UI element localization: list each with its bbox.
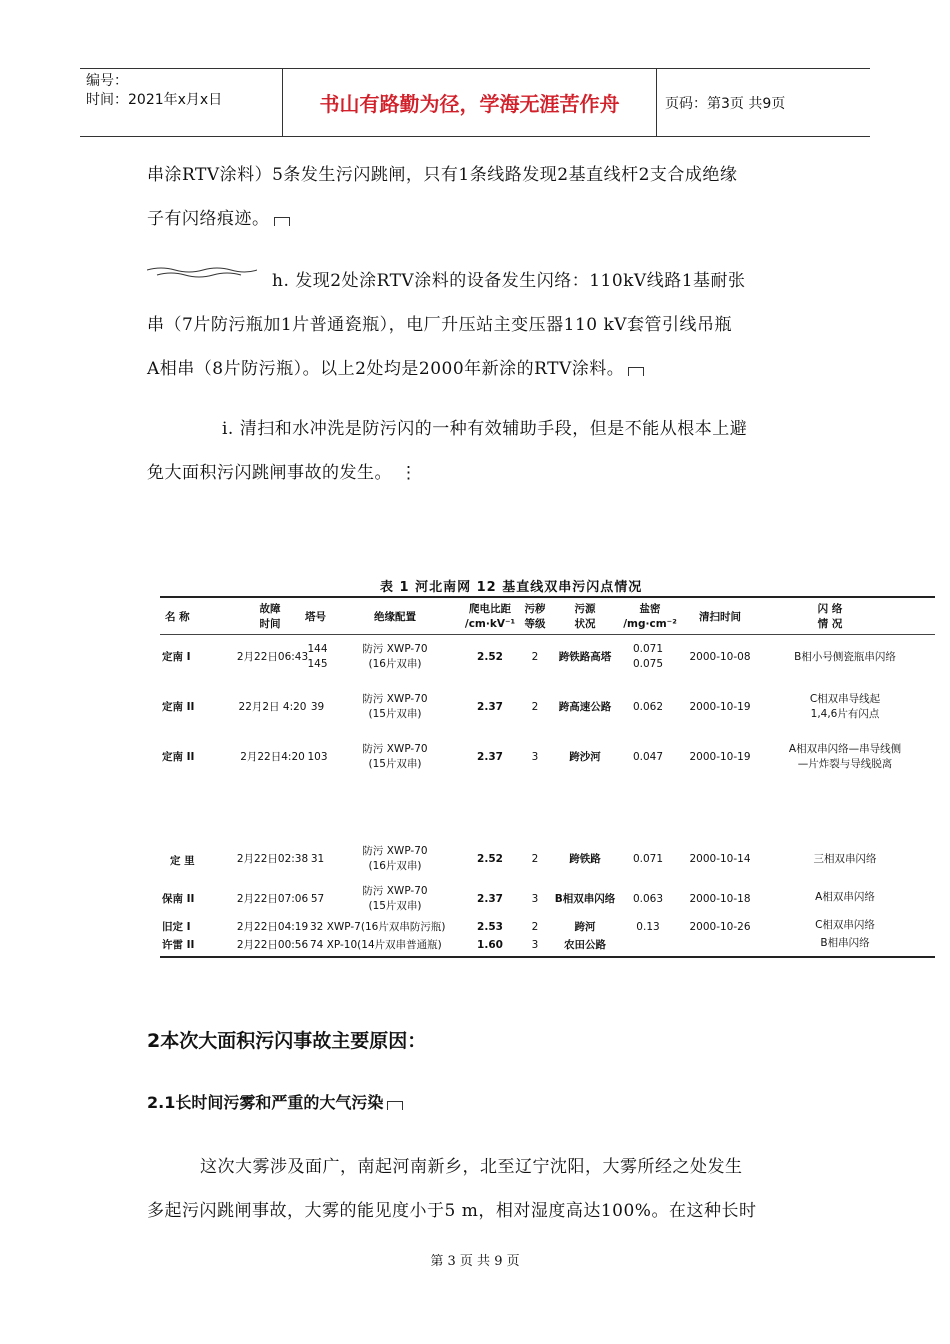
cell-flashover: B相小号侧瓷瓶串闪络	[794, 651, 896, 663]
cell-time: 2月22日07:06	[236, 893, 309, 905]
cell-grade: 3	[531, 939, 539, 951]
col-header-flashover: 闪 络 情 况	[817, 603, 843, 630]
cell-clean: 2000-10-08	[689, 651, 751, 663]
cell-grade: 3	[531, 751, 539, 763]
table-title: 表 1 河北南网 12 基直线双串污闪点情况	[380, 580, 643, 595]
cell-clean: 2000-10-14	[689, 853, 751, 865]
cell-grade: 2	[531, 651, 539, 663]
cell-time: 2月22日00:56	[236, 939, 309, 951]
cell-source: 跨铁路	[569, 853, 601, 865]
cell-name: 定南 II	[162, 751, 195, 763]
cell-source: 农田公路	[564, 939, 606, 951]
col-header-insulation: 绝缘配置	[374, 611, 416, 623]
cell-tower: 144 145	[307, 643, 328, 670]
cell-source: 跨铁路高塔	[558, 651, 612, 663]
cell-creepage: 2.52	[477, 853, 503, 865]
cell-time: 2月22日02:38	[236, 853, 309, 865]
cell-source: 跨高速公路	[558, 701, 612, 713]
body-text: A相串（8片防污瓶）。以上2处均是2000年新涂的RTV涂料。	[147, 359, 625, 379]
header-meta	[80, 69, 283, 136]
cell-salt: 0.047	[632, 751, 664, 763]
cell-grade: 2	[531, 921, 539, 933]
cell-tower: 39	[310, 701, 325, 713]
cell-salt: 0.071 0.075	[632, 643, 664, 670]
body-line: 这次大雾涉及面广，南起河南新乡，北至辽宁沈阳，大雾所经之处发生	[200, 1157, 743, 1177]
cell-salt: 0.071	[632, 853, 664, 865]
cell-salt: 0.13	[636, 921, 660, 933]
cell-insulation: 防污 XWP-70 (16片双串)	[362, 845, 428, 872]
cell-flashover: B相串闪络	[820, 937, 870, 949]
body-line: 串（7片防污瓶加1片普通瓷瓶），电厂升压站主变压器110 kV套管引线吊瓶	[147, 315, 733, 335]
cell-source: B相双串闪络	[554, 893, 616, 905]
page-footer: 第 3 页 共 9 页	[430, 1254, 520, 1269]
body-text: 免大面积污闪跳闸事故的发生。	[147, 463, 392, 483]
cell-salt: 0.062	[632, 701, 664, 713]
cell-insulation: 74 XP-10(14片双串普通瓶)	[310, 939, 442, 951]
cell-creepage: 2.37	[477, 893, 503, 905]
paragraph-mark-icon	[628, 367, 644, 376]
paragraph-mark-icon	[274, 217, 290, 226]
paragraph-mark-icon	[387, 1101, 403, 1110]
cell-name: 定 里	[170, 855, 195, 867]
cell-grade: 2	[531, 853, 539, 865]
col-header-name: 名 称	[165, 611, 190, 623]
cell-tower: 57	[310, 893, 325, 905]
table-rule	[160, 634, 935, 635]
cell-flashover: 三相双串闪络	[813, 853, 877, 865]
document-time-label: 时间：2021年x月x日	[86, 92, 223, 108]
cell-flashover: C相双串闪络	[815, 919, 875, 931]
body-text: 子有闪络痕迹。	[147, 209, 270, 229]
cell-creepage: 2.53	[477, 921, 503, 933]
body-line	[147, 204, 290, 229]
body-line: i. 清扫和水冲洗是防污闪的一种有效辅助手段，但是不能从根本上避	[222, 419, 748, 439]
cell-clean: 2000-10-19	[689, 701, 751, 713]
cell-name: 定南 II	[162, 701, 195, 713]
cell-clean: 2000-10-19	[689, 751, 751, 763]
cell-time: 2月22日06:43	[236, 651, 309, 663]
body-line	[147, 354, 644, 379]
page-header	[80, 68, 870, 137]
cell-time: 22月2日 4:20	[238, 701, 307, 713]
cell-time: 2月22日04:19	[236, 921, 309, 933]
cell-flashover: A相双串闪络—串导线侧 —片炸裂与导线脱离	[788, 743, 902, 770]
cell-insulation: 防污 XWP-70 (15片双串)	[362, 743, 428, 770]
cell-name: 旧定 I	[162, 921, 191, 933]
cell-source: 跨沙河	[569, 751, 601, 763]
cell-creepage: 1.60	[477, 939, 503, 951]
body-line: 串涂RTV涂料）5条发生污闪跳闸，只有1条线路发现2基直线杆2支合成绝缘	[147, 165, 738, 185]
cell-name: 定南 I	[162, 651, 191, 663]
col-header-source: 污源 状况	[574, 603, 596, 630]
cell-salt: 0.063	[632, 893, 664, 905]
cell-source: 跨河	[574, 921, 596, 933]
header-page-info: 页码：第3页 共9页	[665, 95, 786, 112]
col-header-fault: 故障 时间	[259, 603, 281, 630]
cell-creepage: 2.37	[477, 751, 503, 763]
cell-time: 2月22日4:20	[240, 751, 305, 763]
body-line: 多起污闪跳闸事故，大雾的能见度小于5 m，相对湿度高达100%。在这种长时	[147, 1201, 757, 1221]
cell-insulation: 防污 XWP-70 (15片双串)	[362, 693, 428, 720]
cell-name: 保南 II	[162, 893, 195, 905]
col-header-clean: 清扫时间	[699, 611, 741, 623]
cell-insulation: 32 XWP-7(16片双串防污瓶)	[310, 921, 446, 933]
cell-flashover: A相双串闪络	[815, 891, 875, 903]
section-heading: 2本次大面积污闪事故主要原因：	[147, 1030, 427, 1052]
cell-name: 许雷 II	[162, 939, 195, 951]
body-line	[147, 458, 418, 483]
ellipsis-mark-icon: ⋮	[400, 463, 418, 483]
col-header-grade: 污秽 等级	[524, 603, 546, 630]
cell-clean: 2000-10-26	[689, 921, 751, 933]
document-number-label: 编号：	[86, 73, 128, 89]
wavy-underline-icon	[147, 266, 257, 280]
cell-grade: 2	[531, 701, 539, 713]
table-rule	[160, 596, 935, 598]
subsection-heading: 2.1长时间污雾和严重的大气污染	[147, 1090, 403, 1113]
cell-creepage: 2.52	[477, 651, 503, 663]
cell-insulation: 防污 XWP-70 (16片双串)	[362, 643, 428, 670]
body-line: h. 发现2处涂RTV涂料的设备发生闪络：110kV线路1基耐张	[272, 271, 746, 291]
table-rule	[160, 956, 935, 958]
cell-tower: 103	[307, 751, 328, 763]
cell-creepage: 2.37	[477, 701, 503, 713]
col-header-tower: 塔号	[305, 611, 326, 623]
cell-clean: 2000-10-18	[689, 893, 751, 905]
cell-insulation: 防污 XWP-70 (15片双串)	[362, 885, 428, 912]
col-header-creepage: 爬电比距 /cm·kV⁻¹	[464, 603, 516, 630]
header-motto: 书山有路勤为径，学海无涯苦作舟	[283, 69, 657, 136]
cell-grade: 3	[531, 893, 539, 905]
col-header-salt: 盐密 /mg·cm⁻²	[623, 603, 677, 630]
cell-tower: 31	[310, 853, 325, 865]
cell-flashover: C相双串导线起 1,4,6片有闪点	[809, 693, 881, 720]
